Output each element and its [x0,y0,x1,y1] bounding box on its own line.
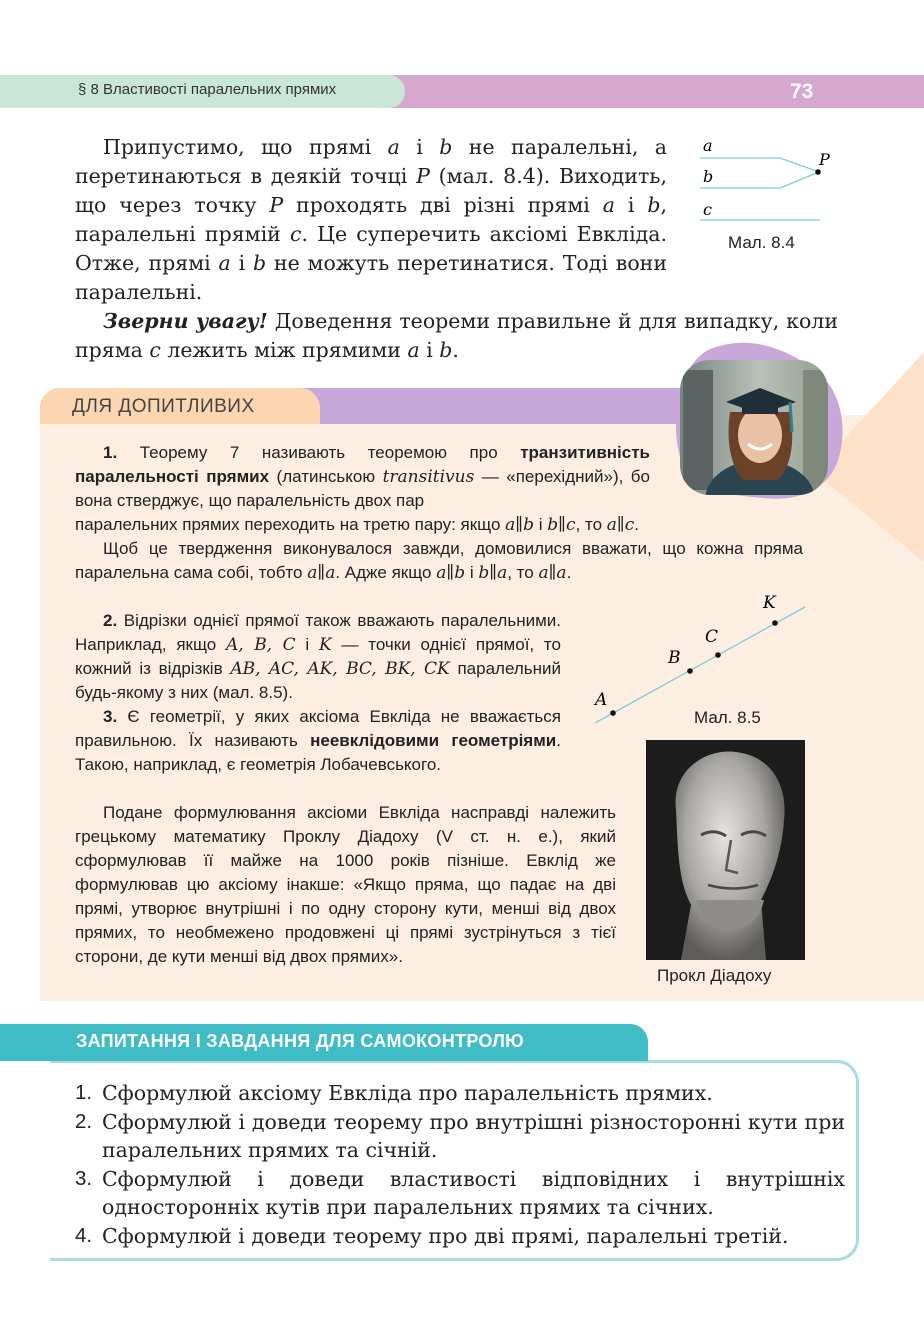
portrait-caption: Прокл Діадоху [657,966,772,985]
self-control-title: ЗАПИТАННЯ І ЗАВДАННЯ ДЛЯ САМОКОНТРОЛЮ [76,1031,525,1051]
label-b: B [668,648,681,668]
label-p: P [819,150,830,169]
curious-point-2: 2. Відрізки однієї прямої також вважають паралельними. Наприклад, якщо A, B, C і K — точки однієї прямої, то кожний із відрізків AB, AC, AK, BC, BK, CK паралельний будь-якому з них (мал. 8.5). [75,611,561,702]
list-item: 4. Сформулюй і доведи теорему про дві прямі, паралельні третій. [75,1223,789,1248]
line-a-extension [780,158,819,172]
label-c: c [703,200,712,219]
point-b [687,668,693,674]
list-item: 1. Сформулюй аксіому Евкліда про паралельність прямих. [75,1081,713,1105]
self-control-list [75,1079,845,1250]
curious-point-3: 3. Є геометрії, у яких аксіома Евкліда не вважається правильною. Їх називають неевклідовими геометріями. Такою, наприклад, є геометрія Лобачевського. [75,707,561,774]
list-item: 3. Сформулюй і доведи властивості відповідних і внутрішніх односторонніх кутів при паралельних прямих та січних. [75,1166,845,1219]
student-photo [668,340,850,500]
curious-point-1: 1. Теорему 7 називають теоремою про транзитивність паралельності прямих (латинською transitivus — «перехідний»), бо вона стверджує, що паралельність двох пар [75,443,650,510]
label-k: K [763,593,776,613]
figure-8-4 [695,135,845,230]
figure-8-4-caption: Мал. 8.4 [728,233,795,252]
curious-reflexivity-paragraph: Щоб це твердження виконувалося завжди, домовилися вважати, що кожна пряма паралельна сама собі, тобто a∥a. Адже якщо a∥b і b∥a, то a∥a. [75,539,803,583]
point-c [715,652,721,658]
page-number: 73 [790,80,814,103]
proof-paragraph: Припустимо, що прямі a і b не паралельні, а перетинаються в деякій точці P (мал. 8.4). Виходить, що через точку P проходять дві різні прямі a і b, паралельні прямій c. Це суперечить аксіомі Евкліда. Отже, прямі a і b не можуть перетинатися. Тоді вони паралельні. [75,135,667,304]
label-a: A [595,690,608,710]
section-title: § 8 Властивості паралельних прямих [78,81,337,98]
point-k [772,620,778,626]
note-paragraph: Зверни увагу! Доведення теореми правильне й для випадку, коли пряма c лежить між прямими a і b. [75,309,838,362]
curious-point-1-continued: паралельних прямих переходить на третю пару: якщо a∥b і b∥c, то a∥c. [75,515,640,535]
proclus-portrait [646,740,805,960]
list-item: 2. Сформулюй і доведи теорему про внутрішні різносторонні кути при паралельних прямих та січній. [75,1109,845,1162]
label-c: C [705,627,719,647]
point-p [815,169,821,175]
label-a: a [703,136,713,155]
curious-proclus-paragraph: Подане формулювання аксіоми Евкліда насправді належить грецькому математику Проклу Діадоху (V ст. н. е.), який сформулював її майже на 1000 років пізніше. Евклід же формулював цю аксіому інакше: «Якщо пряма, що падає на дві прямі, утворює внутрішні і по одну сторону кути, менші від двох прямих, то необмежено продовжені ці прямі зустрінуться з тієї сторони, де кути менші від двох прямих». [75,803,616,966]
figure-8-5-caption: Мал. 8.5 [694,708,761,727]
point-a [610,710,616,716]
line-b-extension [780,172,819,188]
curious-title: ДЛЯ ДОПИТЛИВИХ [72,396,255,417]
label-b: b [703,167,714,186]
